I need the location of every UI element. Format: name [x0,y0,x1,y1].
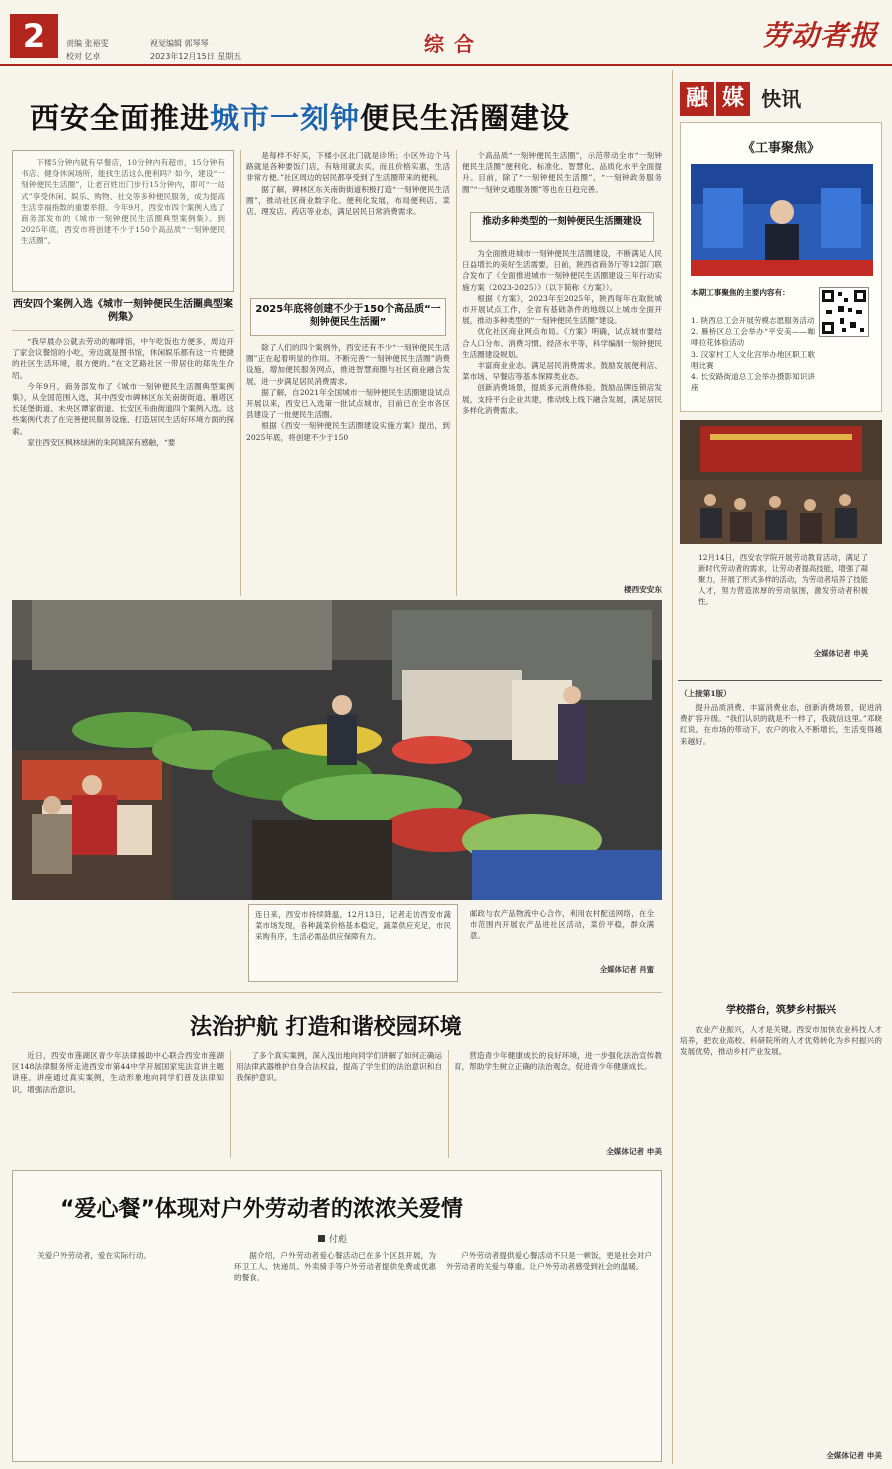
aixin-column-1: 关爱户外劳动者，爱在实际行动。 [37,1251,152,1260]
school-column-2: 了多个真实案例，深入浅出地向同学们讲解了如何正确运用法律武器维护自身合法权益，提高了学生们的法治意识和自我保护意识。 [236,1051,442,1083]
rule [12,992,662,993]
issue-date: 2023年12月15日 星期五 [150,52,242,61]
lead-col1-para-2: 今年9月，商务部发布了《城市一刻钟便民生活圈典型案例集》，从全国范围入选，其中西安市碑林区东关南街街道、雁塔区长延堡街道、未央区谭家街道、长安区韦曲街道四个案例入选。这些案例代表了在完善便民服务设施、打造居民生活好环境方面的探索。 [12,381,234,436]
editor-name: 张裕雯 [84,39,109,48]
section-name: 综合 [424,32,484,56]
visual-label: 视觉编辑 [150,39,182,48]
school-column-3: 营造青少年健康成长的良好环境，进一步强化法治宣传教育，帮助学生树立正确的法治观念，促进青少年健康成长。 [454,1051,662,1072]
program-item[interactable]: 4. 长安路街道总工会举办摄影知识讲座 [691,372,815,393]
aixin-column-2: 据介绍，户外劳动者爱心餐活动已在多个区县开展，为环卫工人、快递员、外卖骑手等户外劳动者提供免费或优惠的餐食。 [234,1251,436,1283]
lead-headline-highlight: 城市一刻钟 [210,101,361,135]
continued-column-2: 农业产业振兴，人才是关键。西安市加快农业科技人才培养，把农业高校、科研院所的人才优势转化为乡村振兴的发展优势，推动乡村产业发展。 [680,1025,882,1057]
qr-code-icon[interactable] [819,287,869,337]
subhead-150: 2025年底将创建不少于150个高品质“一刻钟便民生活圈” [255,304,441,328]
continued-byline: 全媒体记者 申美 [826,1451,882,1460]
divider [672,70,673,1464]
meeting-photo-illustration [680,420,882,544]
market-photo [12,600,662,900]
divider [230,1050,231,1158]
visual-name: 郭琴琴 [184,39,209,48]
program-item[interactable]: 1. 陕西总工会开展劳模志愿服务活动 [691,316,815,325]
lead-headline [30,96,570,137]
lead-column-3-bottom: 为全面推进城市一刻钟便民生活圈建设，不断满足人民日益增长的美好生活需要，日前，陕西省商务厅等12部门联合发布了《全面推进城市一刻钟便民生活圈建设三年行动实施方案（2023-2025）》（以下简称《方案》）。 根据《方案》，2023年至2025年，陕西每年在取批城市开展试点工作，全省有基础条件的地级以上城市全面开展，推动多种类型的“一刻钟便民生活圈”建设。 优化社区商业网点布局。《方案》明确，试点城市要结合人口分布、消费习惯、经济水平等，科学编制一刻钟便民生活圈建设规划。 丰富商业业态。满足居民消费需求。鼓励发展便利店、菜市场、早餐店等基本保障类业态。 创新消费场景，提质多元消费体验。鼓励品牌连锁店发展，支持平台企业共建，推动线上线下融合发展，满足居民多样化消费需求。 [462,249,662,415]
proof-label: 校对 [66,52,82,61]
program-intro: 本期工事聚焦的主要内容有： [691,288,790,297]
lead-headline-post: 便民生活圈建设 [360,101,571,135]
kuaixun-label: 快讯 [761,87,802,111]
divider [448,1050,449,1158]
school-headline: 法治护航 打造和谐校园环境 [190,1015,462,1040]
subhead-four-cases: 西安四个案例入选《城市一刻钟便民生活圈典型案例集》 [13,299,233,323]
header-rule [0,64,892,66]
lead-col1-para-1: “我早晨办公就去劳动的咖啡馆，中午吃饭也方便多，周边开了家会议餐馆的小吃，旁边就是图书馆，休闲娱乐都有这一片便捷的社区生活环境，很方便的。”在文艺路社区一带居住的郑先生介绍。 [12,337,234,380]
aixin-byline: 付彪 [318,1232,347,1245]
lead-column-3-top: 个高品质“一刻钟便民生活圈”，示范带动全市“一刻钟便民生活圈”便利化、标准化、智慧化、品质化水平全面提升。目前，除了“一刻钟便民生活圈”，“一刻钟政务服务圈”“一刻钟交通服务圈”等也在日趋完善。 [462,151,662,194]
lead-column-2-top: 是每样不好买，下楼小区北门就是诊所；小区外边个马路就是各种要饭门店，有啥用就去买，而且价格实惠，生活非常方便。”社区周边的居民都享受到了生活圈带来的便利。 据了解，碑林区东关南街街道积极打造“一刻钟便民生活圈”，推动社区商业数字化、便利化发展，布局便利店、菜店、理发店、药店等业态，满足居民日常消费需求。 [246,151,450,217]
editor-info [66,38,109,49]
lead-column-1 [12,336,234,598]
lead-byline: 楼西安安东 [624,585,662,594]
subhead-150-box [250,298,446,336]
rongmei-char-2: 媒 [716,82,750,116]
subhead-types: 推动多种类型的一刻钟便民生活圈建设 [482,216,642,227]
program-title: 《工事聚焦》 [741,141,820,156]
continued-subhead: 学校搭台，筑梦乡村振兴 [726,1005,836,1016]
aixin-headline: “爱心餐”体现对户外劳动者的浓浓关爱情 [60,1197,463,1222]
page-number: 2 [10,14,58,58]
program-item[interactable]: 2. 雁桥区总工会举办“平安美——咖啡拉花体验活动 [691,327,815,348]
program-item-list [691,315,815,407]
program-item[interactable]: 3. 汉家村工人文化宫举办地区职工歌唱比赛 [691,349,815,370]
lead-summary: 下楼5分钟内就有早餐店，10分钟内有超市，15分钟有书店、健身休闲场所，能找生活这么便利吗？如今，建设“一刻钟便民生活圈”，让老百姓出门步行15分钟内，即可“一站式”享受休闲、娱乐、购物、社交等多种便民服务，成为提高生活幸福指数的重要举措。今年9月，西安市四个案例入选了商务部发布的《城市一刻钟便民生活圈典型案例集》。到2025年底，西安市将创建不少于150个高品质“一刻钟便民生活圈”。 [21,158,225,246]
program-thumbnail[interactable] [691,164,871,276]
school-byline: 全媒体记者 申美 [606,1147,662,1156]
divider [456,150,457,596]
qr-pattern [820,288,868,336]
meeting-photo [680,420,882,544]
program-video-frame [691,164,873,276]
byline-square-icon [318,1235,325,1242]
program-card [680,122,882,412]
lead-col1-para-3: 家住西安区枫林绿洲的朱阿姨深有感触，“要 [27,437,176,447]
market-caption-2: 邮政与农产品物流中心合作，利用农村配送网络，在全市范围内开展农产品进社区活动，菜价平稳，群众满意。 [470,909,654,940]
editor-label: 责编 [66,39,82,48]
meeting-caption: 12月14日，西安农学院开展劳动教育活动，满足了新时代劳动者的需求，让劳动者提高技能，增强了凝聚力，开展了形式多样的活动，为劳动者培养了技能人才，努力营造浓厚的劳动氛围，激发劳动者积极性。 [698,553,868,606]
aixin-column-3: 户外劳动者提供爱心餐活动不只是一顿饭，更是社会对户外劳动者的关爱与尊重。让户外劳动者感受到社会的温暖。 [446,1251,652,1272]
market-caption: 连日来，西安市持续降温，12月13日，记者走访西安市蔬菜市场发现，各种蔬菜价格基本稳定，蔬菜供应充足，市民采购有序，生活必需品供应保障有力。 [255,910,451,941]
school-column-1: 近日，西安市莲湖区青少年法律援助中心联合西安市莲湖区148法律服务所走进西安市第44中学开展国家宪法宣讲主题讲座。讲座通过真实案例，生动形象地向同学们普及法律知识，增强法治意识。 [12,1051,224,1094]
continued-label: （上接第1版） [680,689,731,698]
continued-column: 提升品质消费、丰富消费业态，创新消费场景，促进消费扩容升级。“我们认识的就是不一样了，我就信这里。”邓晓红说。在市场的带动下，农户的收入不断增长，生活变得越来越好。 [680,703,882,746]
lead-headline-pre: 西安全面推进 [30,101,211,135]
market-caption-box [248,904,458,982]
divider [240,150,241,596]
subhead-types-box [470,212,654,242]
meeting-byline: 全媒体记者 申美 [813,649,868,658]
visual-editor-info [150,38,209,49]
rongmei-char-1: 融 [680,82,714,116]
proof-info [66,51,101,62]
lead-column-2-bottom: 除了人们的四个案例外，西安还有不少“一刻钟便民生活圈”正在起着明显的作用。不断完善“一刻钟便民生活圈”消费设施，增加便民服务网点，推进智慧商圈与社区商业融合发展，进一步满足居民消费需求。 据了解，自2021年全国城市一刻钟便民生活圈建设试点开展以来，西安已入选第一批试点城市，目前已在全市各区县建设了一批便民生活圈。 根据《西安一刻钟便民生活圈建设实施方案》提出，到2025年底，将创建不少于150 [246,343,450,442]
market-photo-illustration [12,600,662,900]
market-caption-byline: 全媒体记者 肖蜜 [599,965,654,974]
rule [678,680,882,681]
newspaper-logo: 劳动者报 [761,19,878,52]
rule [12,330,234,331]
proof-name: 亿卓 [84,52,101,61]
lead-summary-box [12,150,234,292]
rongmei-header [680,82,880,118]
market-caption-2-box [464,904,660,982]
